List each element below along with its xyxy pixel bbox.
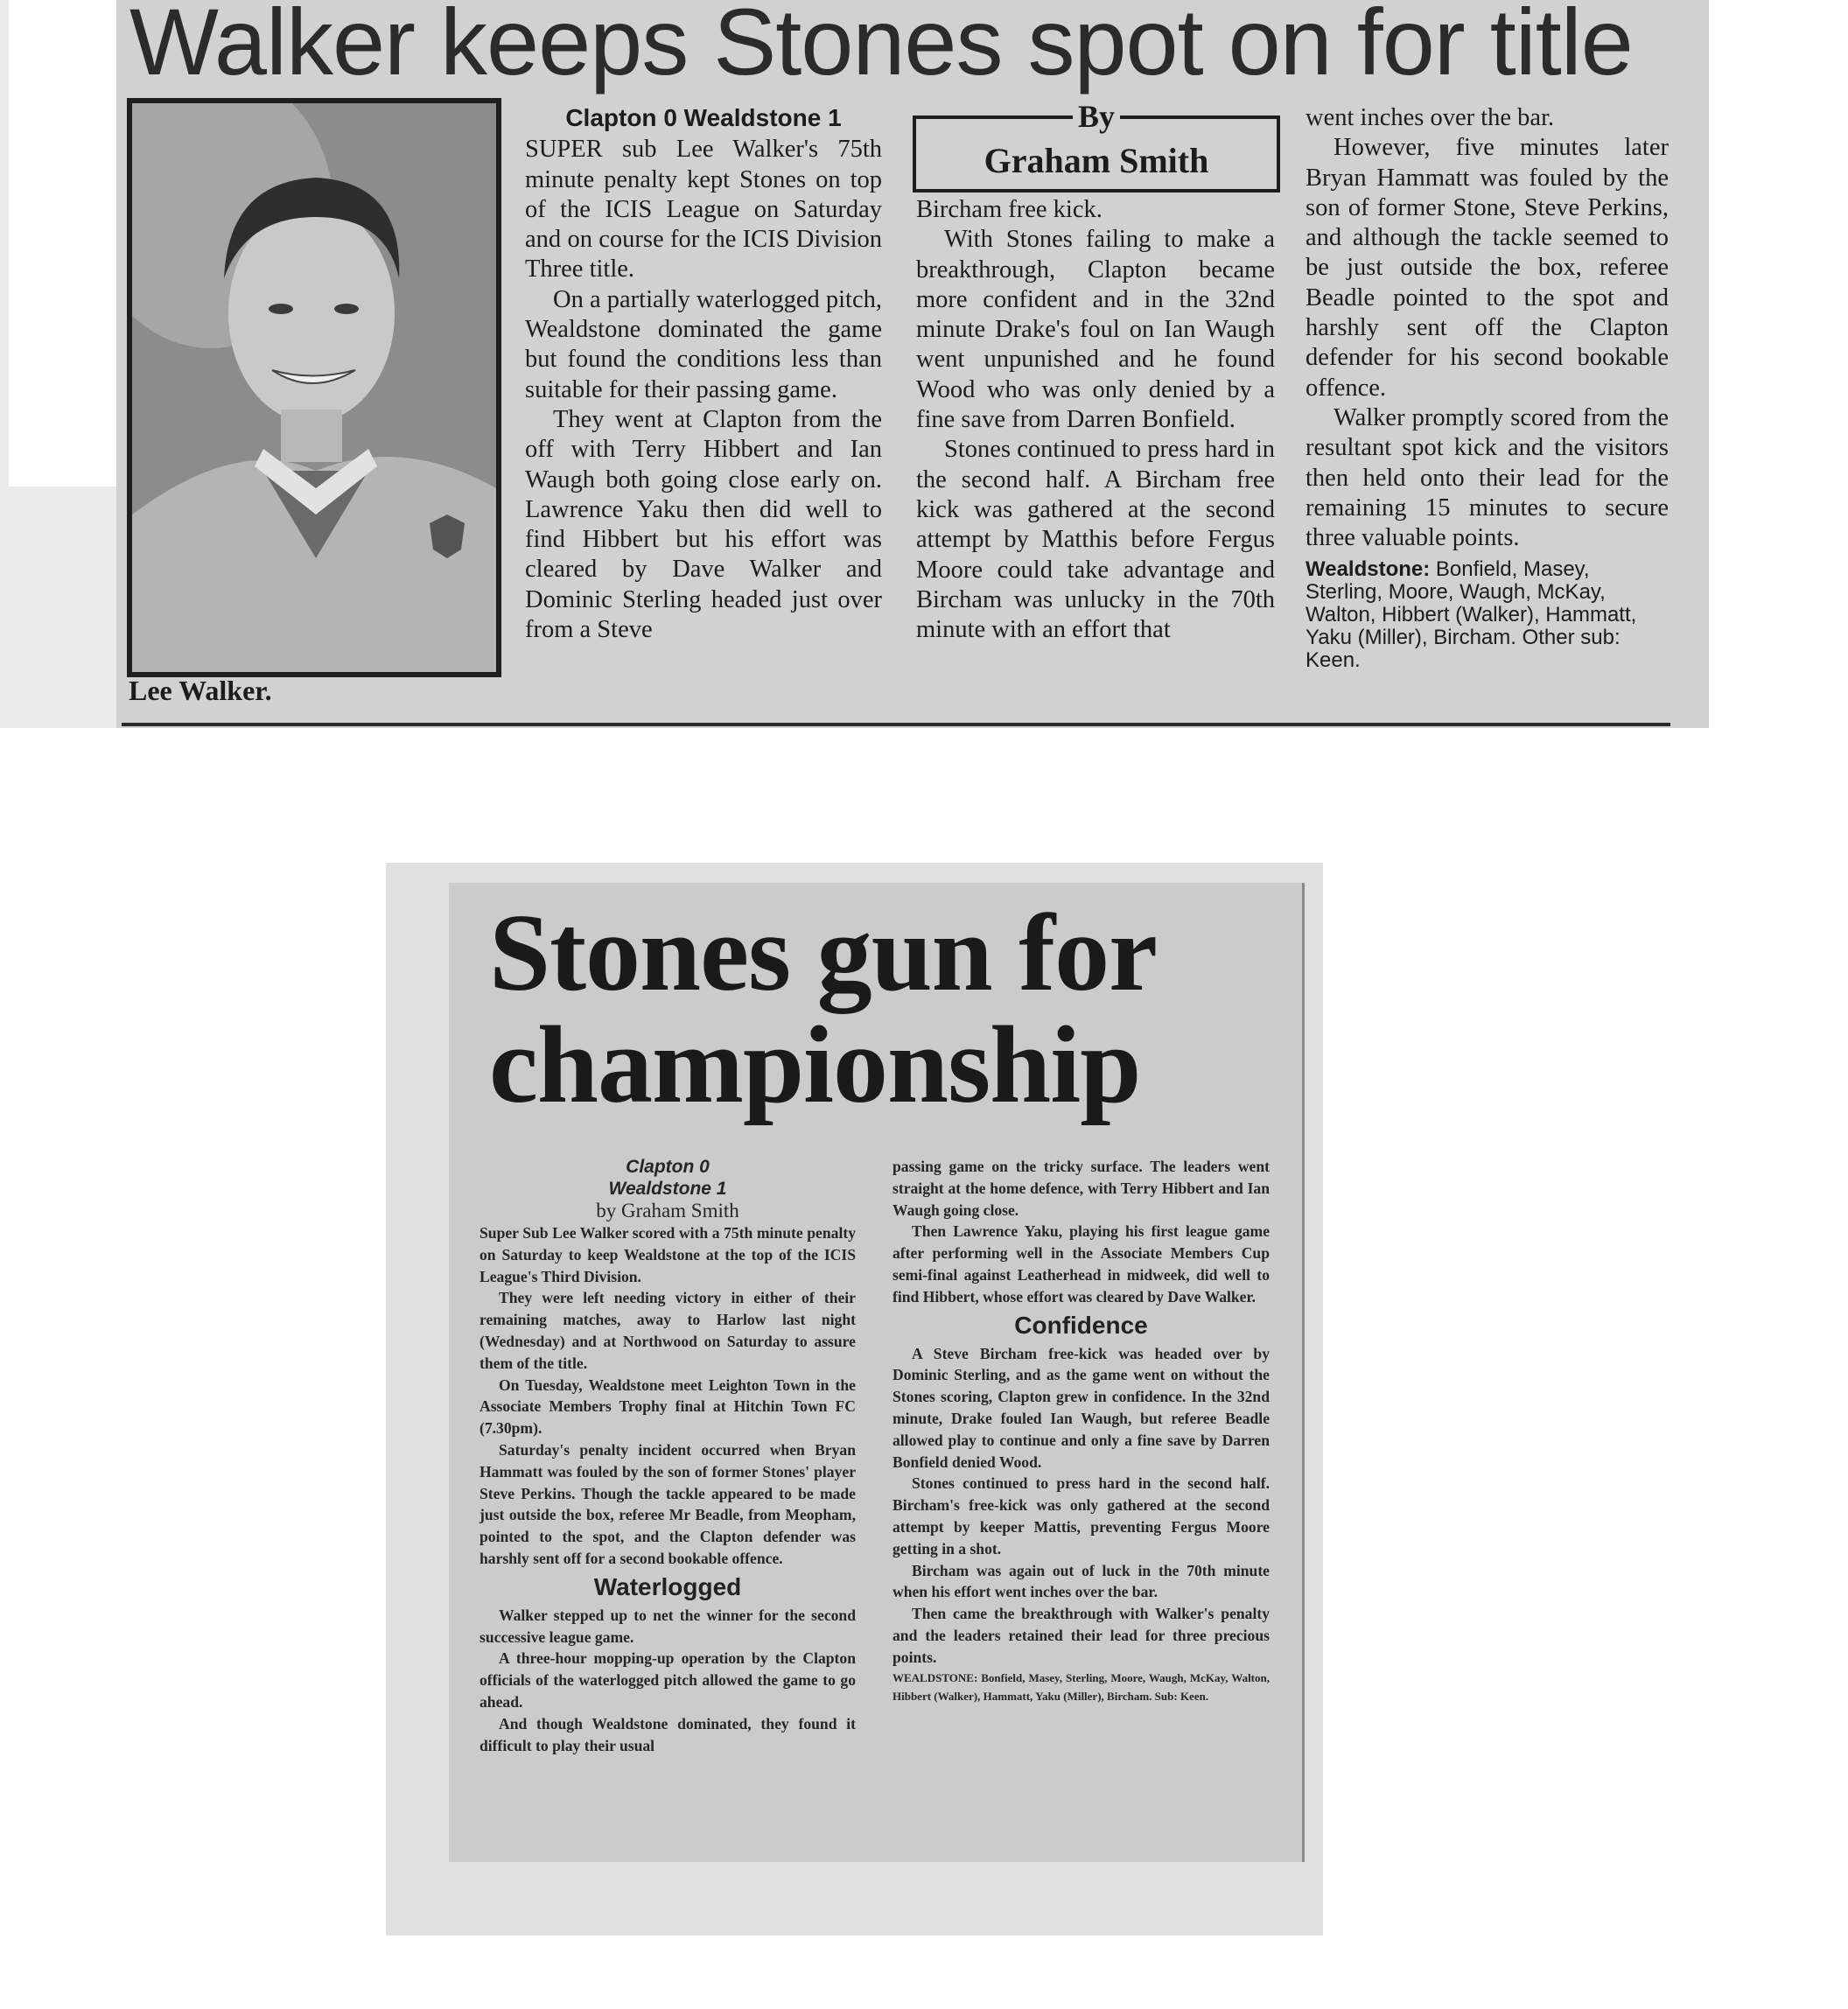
paragraph: Stones continued to press hard in the second half. A Bircham free kick was gathered at the second attempt by Matthis before Fergus Moore could take advantage and Bircham was unlucky in the 70th minute with an effort that [916, 436, 1275, 644]
scan-blank-area [9, 0, 116, 486]
byline: by Graham Smith [596, 1200, 739, 1222]
team-lineup: WEALDSTONE: Bonfield, Masey, Sterling, Moore, Waugh, McKay, Walton, Hibbert (Walker), Hammatt, Yaku (Miller), Bircham. Sub: Keen. [892, 1670, 1270, 1703]
headline: Stones gun for championship [489, 892, 1155, 1126]
scan-margin [0, 0, 116, 728]
byline-by: By [916, 98, 1277, 135]
team-lineup [1306, 558, 1669, 672]
lineup-label: Wealdstone: [1306, 557, 1431, 582]
article-column-1 [525, 103, 882, 645]
score-kicker-away: Wealdstone 1 [608, 1179, 727, 1199]
paragraph: A Steve Bircham free-kick was headed over by Dominic Sterling, and as the game went on without the Stones scoring, Clapton grew in confidence. In the 32nd minute, Drake fouled Ian Waugh, but referee Beadle allowed play to continue and only a fine save by Darren Bonfield denied Wood. [892, 1344, 1270, 1471]
paragraph: Then Lawrence Yaku, playing his first league game after performing well in the Associate Members Cup semi-final against Leatherhead in midweek, did well to find Hibbert, whose effort was cleared by Dave Walker. [892, 1222, 1270, 1306]
player-photo [127, 98, 501, 677]
article-column-1 [480, 1156, 856, 1756]
paragraph: Stones continued to press hard in the second half. Bircham's free-kick was only gathered at the second attempt by keeper Mattis, preventing Fergus Moore getting in a shot. [892, 1474, 1270, 1558]
paragraph: However, five minutes later Bryan Hammatt was fouled by the son of former Stone, Steve Perkins, and although the tackle seemed to be just outside the box, referee Beadle pointed to the spot and harshly sent off the Clapton defender for his second bookable offence. [1306, 134, 1669, 402]
paragraph: A three-hour mopping-up operation by the Clapton officials of the waterlogged pitch allowed the game to go ahead. [480, 1649, 856, 1711]
headline: Walker keeps Stones spot on for title [130, 0, 1633, 94]
paragraph: Walker promptly scored from the resultant spot kick and the visitors then held onto their lead for the remaining 15 minutes to secure three valuable points. [1306, 403, 1669, 552]
article-column-3 [1306, 103, 1669, 672]
paragraph: They went at Clapton from the off with Terry Hibbert and Ian Waugh both going close early on. Lawrence Yaku then did well to find Hibbert but his effort was cleared by Dave Walker and Dominic Sterling headed just over from a Steve [525, 405, 882, 644]
paragraph: passing game on the tricky surface. The leaders went straight at the home defence, with Terry Hibbert and Ian Waugh going close. [892, 1158, 1270, 1219]
article-column-2 [892, 1156, 1270, 1705]
paragraph: With Stones failing to make a breakthrough, Clapton became more confident and in the 32nd minute Drake's foul on Ian Waugh went unpunished and he found Wood who was only denied by a fine save from Darren Bonfield. [916, 226, 1275, 434]
paragraph: went inches over the bar. [1306, 104, 1555, 131]
portrait-image [132, 103, 496, 672]
paragraph: Bircham was again out of luck in the 70th minute when his effort went inches over the bar. [892, 1561, 1270, 1601]
photo-caption: Lee Walker. [129, 675, 272, 706]
paragraph: Super Sub Lee Walker scored with a 75th minute penalty on Saturday to keep Wealdstone at the top of the ICIS League's Third Division. [480, 1224, 856, 1285]
paragraph: Bircham free kick. [916, 196, 1102, 223]
paragraph: Then came the breakthrough with Walker's penalty and the leaders retained their lead for three precious points. [892, 1605, 1270, 1666]
paragraph: And though Wealdstone dominated, they found it difficult to play their usual [480, 1714, 856, 1754]
newspaper-clipping-2 [386, 863, 1323, 1936]
byline-author: Graham Smith [984, 141, 1209, 180]
score-kicker-home: Clapton 0 [626, 1157, 710, 1177]
subheading-confidence: Confidence [1014, 1311, 1148, 1339]
newspaper-clipping-1 [0, 0, 1709, 728]
paragraph: On a partially waterlogged pitch, Wealdstone dominated the game but found the conditions less than suitable for their passing game. [525, 285, 882, 403]
article-column-2 [916, 195, 1275, 645]
paragraph: SUPER sub Lee Walker's 75th minute penalty kept Stones on top of the ICIS League on Saturday and on course for the ICIS Division Three title. [525, 136, 882, 284]
subheading-waterlogged: Waterlogged [593, 1572, 742, 1600]
score-kicker: Clapton 0 Wealdstone 1 [565, 104, 842, 131]
paragraph: Walker stepped up to net the winner for the second successive league game. [480, 1606, 856, 1646]
paragraph: On Tuesday, Wealdstone meet Leighton Town in the Associate Members Trophy final at Hitchin Town FC (7.30pm). [480, 1376, 856, 1438]
bottom-rule [122, 723, 1670, 726]
paragraph: Saturday's penalty incident occurred when Bryan Hammatt was fouled by the son of former Stones' player Steve Perkins. Though the tackle appeared to be made just outside the box, referee Mr Beadle, from Meopham, pointed to the spot, and the Clapton defender was harshly sent off for a second bookable offence. [480, 1440, 856, 1567]
byline-box [913, 99, 1280, 192]
paragraph: They were left needing victory in either of their remaining matches, away to Harlow last night (Wednesday) and at Northwood on Saturday to assure them of the title. [480, 1289, 856, 1372]
lineup-players: Bonfield, Masey, Sterling, Moore, Waugh, McKay, Walton, Hibbert (Walker), Hammatt, Yaku (Miller), Bircham. Other sub: Keen. [1306, 557, 1637, 673]
